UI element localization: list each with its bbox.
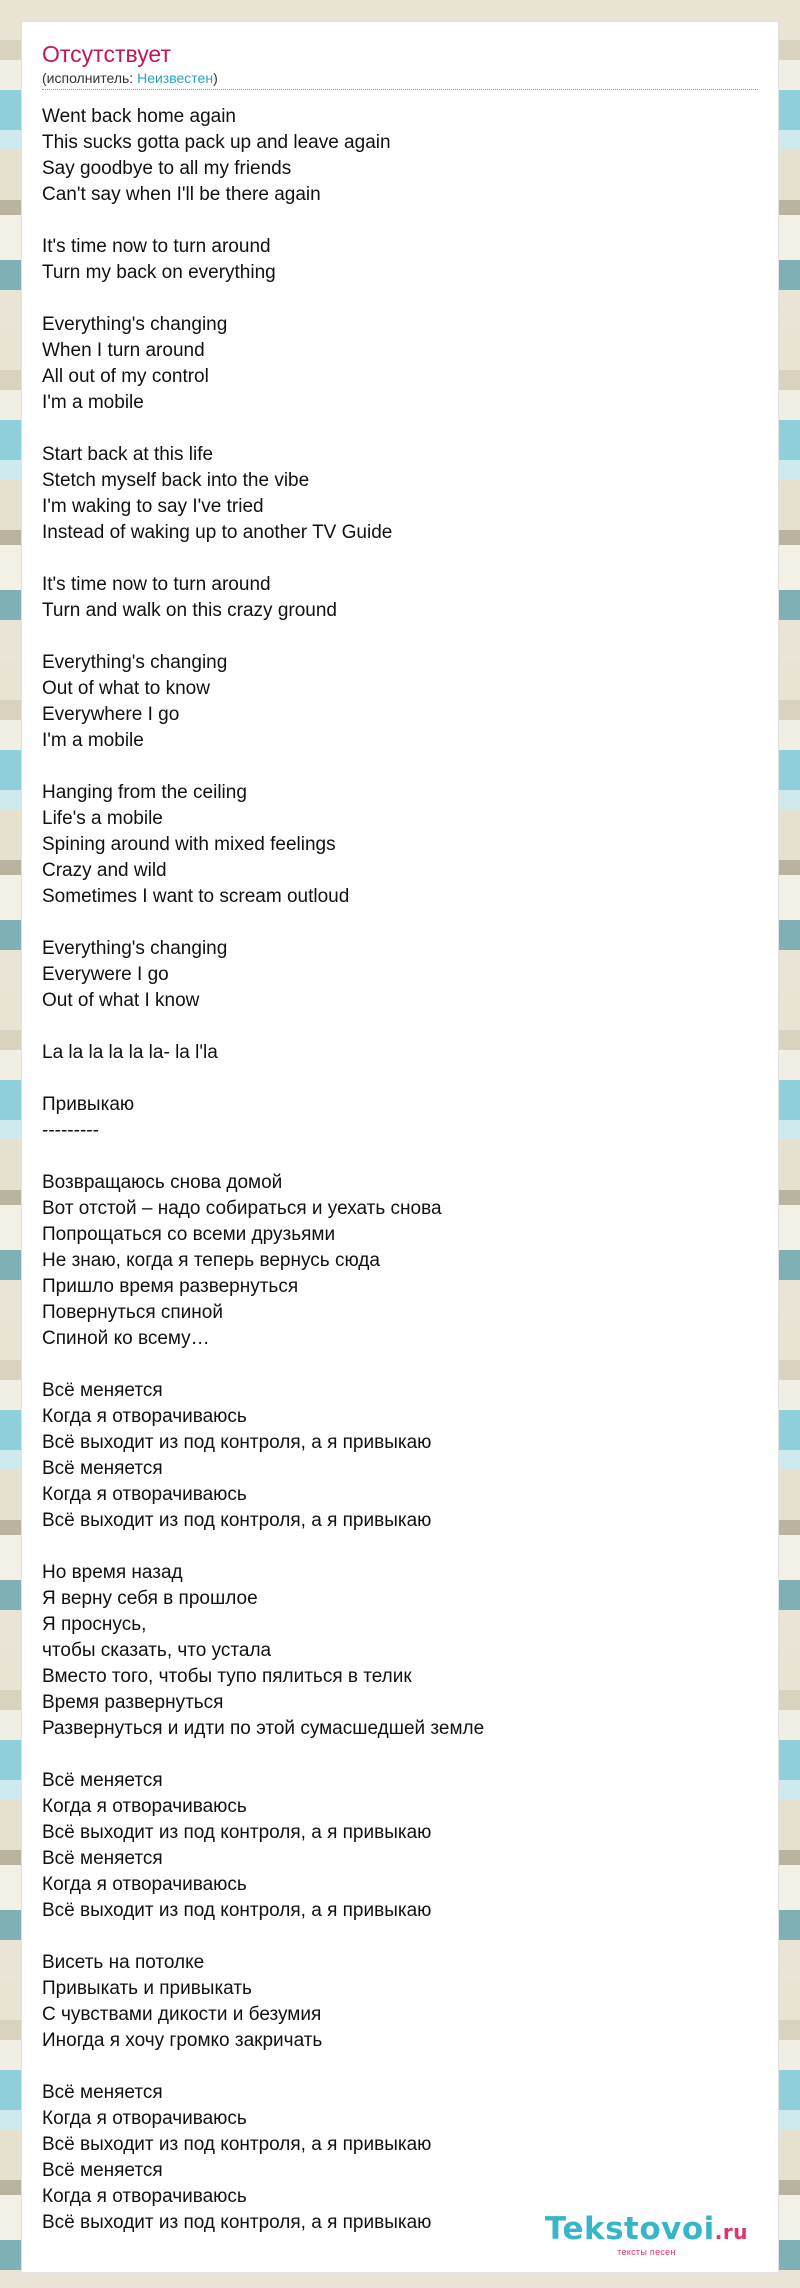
lyric-line: Вместо того, чтобы тупо пялиться в телик	[42, 1666, 412, 1687]
lyric-line: All out of my control	[42, 366, 209, 387]
lyric-line: Я верну себя в прошлое	[42, 1588, 258, 1609]
lyric-line: I'm waking to say I've tried	[42, 496, 264, 517]
lyric-line: Вот отстой – надо собираться и уехать снова	[42, 1198, 442, 1219]
lyric-line: Say goodbye to all my friends	[42, 158, 292, 179]
lyric-line: Привыкать и привыкать	[42, 1978, 252, 1999]
lyric-line: La la la la la la- la l'la	[42, 1042, 218, 1063]
lyric-line: Everything's changing	[42, 314, 228, 335]
lyric-line: I'm a mobile	[42, 392, 144, 413]
lyric-line: Всё меняется	[42, 1380, 163, 1401]
lyric-line: Я проснусь,	[42, 1614, 147, 1635]
lyric-line: Когда я отворачиваюсь	[42, 1874, 247, 1895]
lyric-line: С чувствами дикости и безумия	[42, 2004, 322, 2025]
lyric-line: Can't say when I'll be there again	[42, 184, 321, 205]
lyric-line: Но время назад	[42, 1562, 183, 1583]
lyric-line	[42, 546, 758, 572]
lyric-line: Out of what I know	[42, 990, 200, 1011]
lyric-line: Время развернуться	[42, 1692, 224, 1713]
logo-name: Tekstovoi	[544, 2211, 715, 2247]
lyric-line: Не знаю, когда я теперь вернусь сюда	[42, 1250, 380, 1271]
lyric-line: Когда я отворачиваюсь	[42, 1796, 247, 1817]
lyric-line	[42, 1352, 758, 1378]
lyric-line	[42, 1742, 758, 1768]
artist-link[interactable]: Неизвестен	[137, 70, 214, 86]
lyric-line: Всё выходит из под контроля, а я привыкаю	[42, 1900, 432, 1921]
lyric-line: Повернуться спиной	[42, 1302, 223, 1323]
lyric-line	[42, 1066, 758, 1092]
lyric-line	[42, 208, 758, 234]
lyric-line	[42, 1534, 758, 1560]
header-divider	[42, 89, 758, 90]
lyric-line: Всё выходит из под контроля, а я привыкаю	[42, 1432, 432, 1453]
lyric-line: Everything's changing	[42, 938, 228, 959]
lyric-line: Иногда я хочу громко закричать	[42, 2030, 323, 2051]
lyric-line: Висеть на потолке	[42, 1952, 205, 1973]
lyric-line: чтобы сказать, что устала	[42, 1640, 272, 1661]
logo-tagline: тексты песен	[617, 2247, 676, 2257]
lyric-line: It's time now to turn around	[42, 574, 271, 595]
lyric-line: Всё меняется	[42, 1458, 163, 1479]
lyric-line: Sometimes I want to scream outloud	[42, 886, 350, 907]
artist-prefix: (исполнитель:	[42, 70, 138, 86]
lyric-line	[42, 624, 758, 650]
logo-wordmark	[545, 2212, 748, 2249]
artist-suffix: )	[213, 70, 218, 86]
lyric-line	[42, 1014, 758, 1040]
lyric-line: Когда я отворачиваюсь	[42, 1484, 247, 1505]
lyrics-card	[22, 22, 778, 2272]
lyric-line: Развернуться и идти по этой сумасшедшей земле	[42, 1718, 485, 1739]
lyric-line	[42, 416, 758, 442]
lyric-line: Everywere I go	[42, 964, 169, 985]
lyric-line: Turn my back on everything	[42, 262, 276, 283]
lyric-line: Crazy and wild	[42, 860, 167, 881]
lyric-line: Spining around with mixed feelings	[42, 834, 336, 855]
lyric-line: Когда я отворачиваюсь	[42, 2186, 247, 2207]
lyrics-text	[42, 104, 758, 2236]
lyric-line	[42, 1924, 758, 1950]
lyric-line: Turn and walk on this crazy ground	[42, 600, 338, 621]
lyric-line: Instead of waking up to another TV Guide	[42, 522, 393, 543]
lyric-line: Stetch myself back into the vibe	[42, 470, 310, 491]
lyric-line: Всё выходит из под контроля, а я привыкаю	[42, 2212, 432, 2233]
lyric-line	[42, 286, 758, 312]
lyric-line: Life's a mobile	[42, 808, 163, 829]
lyric-line	[42, 2054, 758, 2080]
song-header	[42, 40, 758, 90]
lyric-line: Всё выходит из под контроля, а я привыкаю	[42, 1510, 432, 1531]
lyric-line: When I turn around	[42, 340, 205, 361]
lyric-line: Went back home again	[42, 106, 236, 127]
lyric-line: Попрощаться со всеми друзьями	[42, 1224, 336, 1245]
lyric-line: ---------	[42, 1120, 99, 1141]
lyric-line: Привыкаю	[42, 1094, 135, 1115]
lyric-line	[42, 910, 758, 936]
artist-line	[42, 69, 758, 87]
lyric-line	[42, 754, 758, 780]
lyric-line: Всё выходит из под контроля, а я привыкаю	[42, 1822, 432, 1843]
lyric-line: Когда я отворачиваюсь	[42, 2108, 247, 2129]
lyric-line: Hanging from the ceiling	[42, 782, 247, 803]
logo-tld: .ru	[714, 2220, 748, 2244]
lyric-line: Всё меняется	[42, 1770, 163, 1791]
lyric-line: Everything's changing	[42, 652, 228, 673]
lyric-line: I'm a mobile	[42, 730, 144, 751]
lyric-line: Everywhere I go	[42, 704, 180, 725]
lyric-line: Всё меняется	[42, 2082, 163, 2103]
lyric-line: Out of what to know	[42, 678, 210, 699]
lyric-line: Всё меняется	[42, 2160, 163, 2181]
lyric-line: Возвращаюсь снова домой	[42, 1172, 283, 1193]
site-logo[interactable]	[545, 2212, 748, 2257]
lyric-line: Когда я отворачиваюсь	[42, 1406, 247, 1427]
lyric-line: Всё выходит из под контроля, а я привыкаю	[42, 2134, 432, 2155]
lyric-line: Пришло время развернуться	[42, 1276, 299, 1297]
song-title: Отсутствует	[42, 41, 171, 67]
lyric-line: This sucks gotta pack up and leave again	[42, 132, 391, 153]
lyric-line	[42, 1144, 758, 1170]
lyric-line: Спиной ко всему…	[42, 1328, 210, 1349]
lyric-line: Start back at this life	[42, 444, 214, 465]
lyric-line: Всё меняется	[42, 1848, 163, 1869]
lyric-line: It's time now to turn around	[42, 236, 271, 257]
